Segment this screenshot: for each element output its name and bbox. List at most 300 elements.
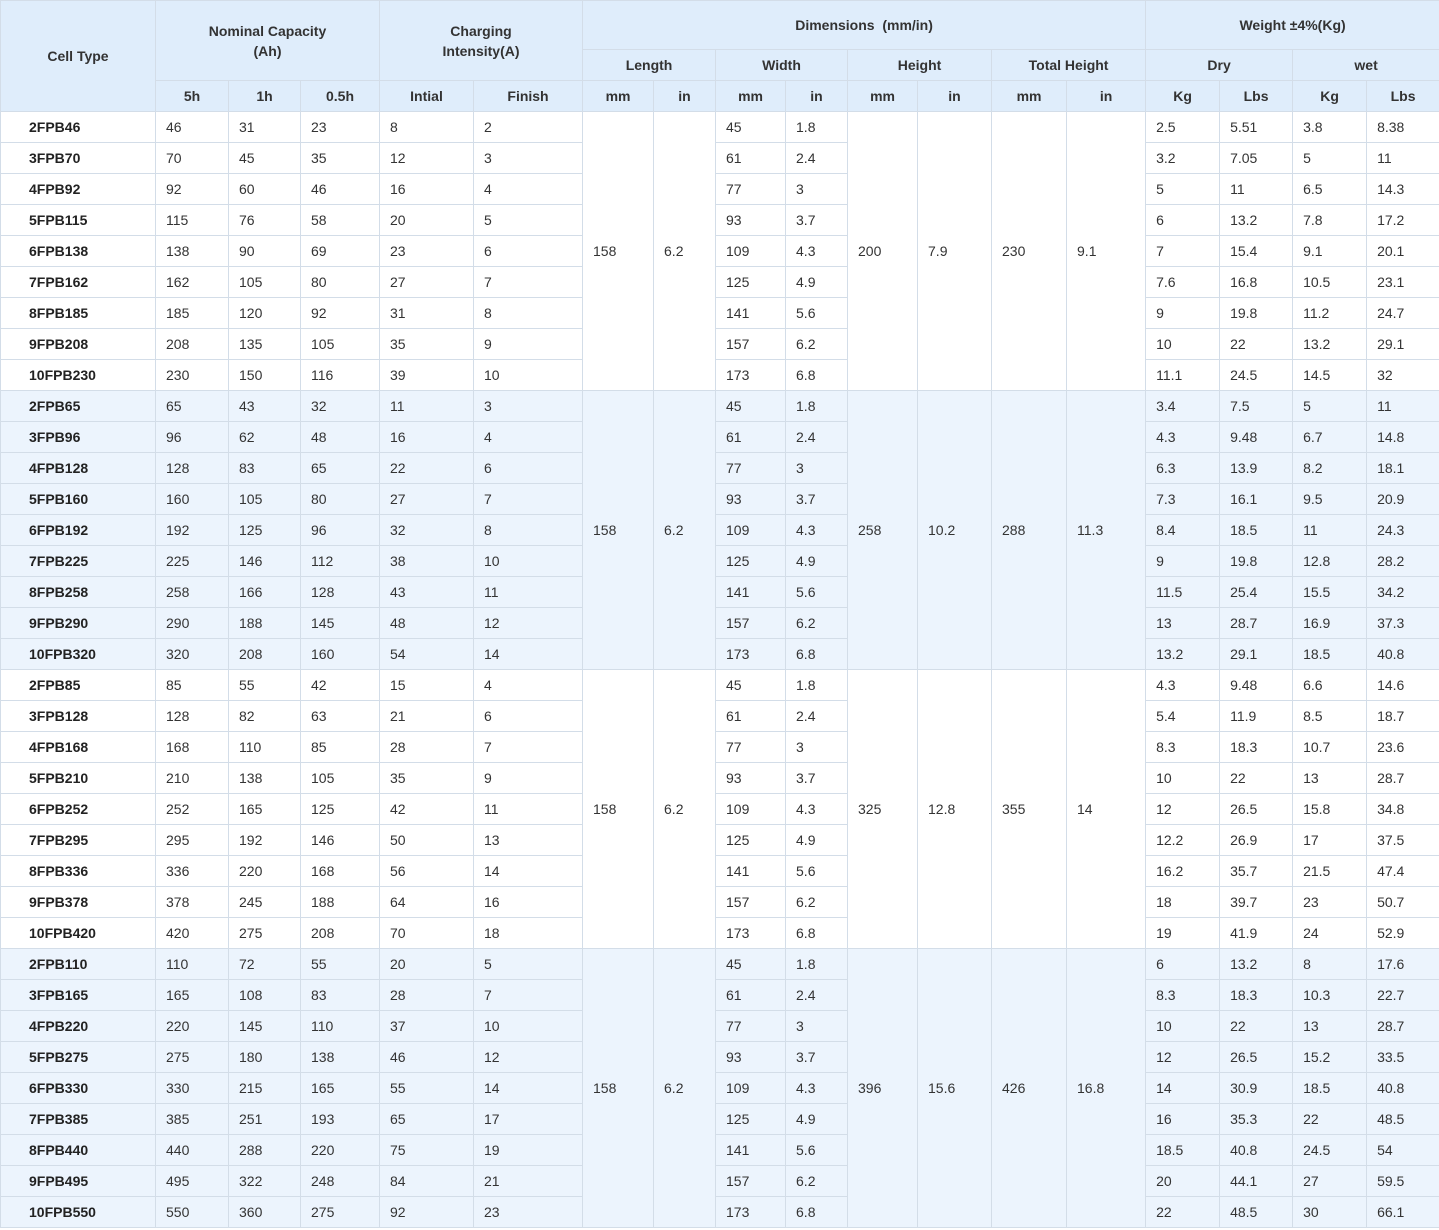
cell-cap-5h: 138	[156, 236, 229, 267]
cell-finish: 23	[474, 1197, 583, 1228]
cell-cap-1h: 105	[229, 484, 301, 515]
cell-cap-1h: 215	[229, 1073, 301, 1104]
table-row	[1, 391, 1439, 422]
cell-width-in: 4.3	[786, 236, 848, 267]
cell-length-mm: 158	[583, 391, 654, 670]
cell-dry-kg: 8.3	[1146, 732, 1220, 763]
cell-finish: 14	[474, 1073, 583, 1104]
cell-finish: 21	[474, 1166, 583, 1197]
cell-wet-kg: 13	[1293, 1011, 1367, 1042]
cell-width-in: 6.2	[786, 329, 848, 360]
cell-cap-05h: 69	[301, 236, 380, 267]
cell-dry-kg: 16	[1146, 1104, 1220, 1135]
cell-cap-5h: 252	[156, 794, 229, 825]
cell-cap-5h: 165	[156, 980, 229, 1011]
cell-cap-1h: 45	[229, 143, 301, 174]
cell-wet-kg: 9.1	[1293, 236, 1367, 267]
cell-type: 10FPB320	[1, 639, 156, 670]
cell-type: 9FPB208	[1, 329, 156, 360]
cell-type: 10FPB550	[1, 1197, 156, 1228]
cell-wet-kg: 5	[1293, 143, 1367, 174]
cell-cap-05h: 146	[301, 825, 380, 856]
cell-type: 4FPB92	[1, 174, 156, 205]
cell-dry-kg: 6.3	[1146, 453, 1220, 484]
cell-dry-lbs: 13.9	[1220, 453, 1293, 484]
table-row	[1, 918, 1439, 949]
cell-cap-05h: 145	[301, 608, 380, 639]
cell-dry-kg: 19	[1146, 918, 1220, 949]
cell-width-in: 3.7	[786, 763, 848, 794]
header-total-height-mm: mm	[992, 81, 1067, 112]
cell-finish: 5	[474, 205, 583, 236]
cell-type: 5FPB210	[1, 763, 156, 794]
cell-wet-lbs: 24.7	[1367, 298, 1439, 329]
cell-wet-kg: 16.9	[1293, 608, 1367, 639]
cell-initial: 54	[380, 639, 474, 670]
cell-finish: 7	[474, 732, 583, 763]
header-height-mm: mm	[848, 81, 918, 112]
cell-length-in: 6.2	[654, 949, 716, 1228]
table-row	[1, 949, 1439, 980]
cell-initial: 75	[380, 1135, 474, 1166]
cell-width-mm: 125	[716, 267, 786, 298]
cell-total-height-mm: 288	[992, 391, 1067, 670]
header-cell-type: Cell Type	[1, 1, 156, 112]
cell-total-height-mm: 426	[992, 949, 1067, 1228]
cell-wet-kg: 18.5	[1293, 1073, 1367, 1104]
cell-width-in: 6.8	[786, 1197, 848, 1228]
cell-dry-lbs: 26.5	[1220, 794, 1293, 825]
cell-dry-lbs: 24.5	[1220, 360, 1293, 391]
table-row	[1, 856, 1439, 887]
cell-cap-1h: 145	[229, 1011, 301, 1042]
cell-initial: 11	[380, 391, 474, 422]
cell-initial: 43	[380, 577, 474, 608]
cell-wet-kg: 30	[1293, 1197, 1367, 1228]
table-row	[1, 639, 1439, 670]
table-row	[1, 267, 1439, 298]
cell-dry-kg: 4.3	[1146, 670, 1220, 701]
cell-wet-kg: 21.5	[1293, 856, 1367, 887]
cell-width-in: 2.4	[786, 422, 848, 453]
table-row	[1, 794, 1439, 825]
cell-cap-1h: 146	[229, 546, 301, 577]
cell-dry-lbs: 48.5	[1220, 1197, 1293, 1228]
cell-wet-kg: 6.7	[1293, 422, 1367, 453]
cell-cap-5h: 92	[156, 174, 229, 205]
cell-width-in: 3.7	[786, 484, 848, 515]
cell-cap-5h: 440	[156, 1135, 229, 1166]
cell-cap-1h: 245	[229, 887, 301, 918]
cell-width-in: 4.9	[786, 267, 848, 298]
cell-total-height-in: 11.3	[1067, 391, 1146, 670]
cell-dry-lbs: 19.8	[1220, 298, 1293, 329]
cell-dry-kg: 10	[1146, 329, 1220, 360]
cell-finish: 5	[474, 949, 583, 980]
cell-cap-1h: 105	[229, 267, 301, 298]
cell-finish: 18	[474, 918, 583, 949]
cell-width-mm: 61	[716, 422, 786, 453]
header-5h: 5h	[156, 81, 229, 112]
cell-wet-lbs: 40.8	[1367, 639, 1439, 670]
cell-wet-kg: 8	[1293, 949, 1367, 980]
cell-cap-1h: 125	[229, 515, 301, 546]
cell-cap-1h: 76	[229, 205, 301, 236]
cell-wet-lbs: 37.3	[1367, 608, 1439, 639]
cell-cap-5h: 336	[156, 856, 229, 887]
cell-initial: 46	[380, 1042, 474, 1073]
cell-cap-05h: 35	[301, 143, 380, 174]
cell-dry-lbs: 11	[1220, 174, 1293, 205]
cell-cap-05h: 193	[301, 1104, 380, 1135]
header-width-mm: mm	[716, 81, 786, 112]
cell-cap-1h: 188	[229, 608, 301, 639]
cell-cap-05h: 85	[301, 732, 380, 763]
cell-width-in: 1.8	[786, 670, 848, 701]
cell-wet-lbs: 17.6	[1367, 949, 1439, 980]
cell-dry-kg: 7.6	[1146, 267, 1220, 298]
cell-width-mm: 173	[716, 639, 786, 670]
cell-width-mm: 93	[716, 205, 786, 236]
table-row	[1, 608, 1439, 639]
cell-cap-05h: 116	[301, 360, 380, 391]
table-row	[1, 236, 1439, 267]
cell-cap-5h: 230	[156, 360, 229, 391]
cell-wet-lbs: 17.2	[1367, 205, 1439, 236]
cell-initial: 16	[380, 174, 474, 205]
cell-cap-5h: 128	[156, 453, 229, 484]
cell-width-in: 6.8	[786, 918, 848, 949]
cell-width-in: 1.8	[786, 949, 848, 980]
cell-cap-1h: 43	[229, 391, 301, 422]
cell-width-mm: 125	[716, 825, 786, 856]
cell-type: 3FPB128	[1, 701, 156, 732]
cell-finish: 12	[474, 608, 583, 639]
cell-dry-kg: 9	[1146, 298, 1220, 329]
cell-dry-kg: 3.4	[1146, 391, 1220, 422]
cell-wet-lbs: 29.1	[1367, 329, 1439, 360]
cell-cap-5h: 385	[156, 1104, 229, 1135]
cell-finish: 10	[474, 360, 583, 391]
table-row	[1, 546, 1439, 577]
cell-dry-lbs: 26.5	[1220, 1042, 1293, 1073]
cell-cap-05h: 220	[301, 1135, 380, 1166]
cell-initial: 22	[380, 453, 474, 484]
cell-width-in: 1.8	[786, 112, 848, 143]
cell-height-in: 7.9	[918, 112, 992, 391]
cell-cap-1h: 208	[229, 639, 301, 670]
cell-width-in: 3.7	[786, 205, 848, 236]
cell-finish: 10	[474, 1011, 583, 1042]
cell-finish: 4	[474, 422, 583, 453]
cell-finish: 8	[474, 298, 583, 329]
cell-length-mm: 158	[583, 949, 654, 1228]
cell-finish: 10	[474, 546, 583, 577]
cell-wet-lbs: 14.8	[1367, 422, 1439, 453]
cell-initial: 20	[380, 949, 474, 980]
cell-wet-kg: 24.5	[1293, 1135, 1367, 1166]
cell-wet-lbs: 59.5	[1367, 1166, 1439, 1197]
cell-initial: 28	[380, 980, 474, 1011]
cell-wet-kg: 24	[1293, 918, 1367, 949]
cell-cap-1h: 110	[229, 732, 301, 763]
cell-dry-kg: 3.2	[1146, 143, 1220, 174]
cell-finish: 2	[474, 112, 583, 143]
cell-cap-1h: 275	[229, 918, 301, 949]
cell-cap-05h: 55	[301, 949, 380, 980]
cell-dry-kg: 11.5	[1146, 577, 1220, 608]
cell-cap-5h: 85	[156, 670, 229, 701]
cell-wet-lbs: 48.5	[1367, 1104, 1439, 1135]
cell-finish: 14	[474, 856, 583, 887]
cell-wet-kg: 10.5	[1293, 267, 1367, 298]
cell-height-in: 12.8	[918, 670, 992, 949]
cell-type: 5FPB160	[1, 484, 156, 515]
cell-cap-1h: 72	[229, 949, 301, 980]
table-row	[1, 143, 1439, 174]
cell-cap-1h: 360	[229, 1197, 301, 1228]
cell-finish: 13	[474, 825, 583, 856]
cell-dry-kg: 22	[1146, 1197, 1220, 1228]
cell-type: 8FPB440	[1, 1135, 156, 1166]
cell-initial: 64	[380, 887, 474, 918]
cell-dry-lbs: 22	[1220, 763, 1293, 794]
cell-finish: 11	[474, 577, 583, 608]
cell-initial: 38	[380, 546, 474, 577]
header-wet: wet	[1293, 50, 1439, 81]
cell-initial: 50	[380, 825, 474, 856]
cell-cap-5h: 160	[156, 484, 229, 515]
cell-initial: 42	[380, 794, 474, 825]
cell-dry-lbs: 35.7	[1220, 856, 1293, 887]
table-row	[1, 422, 1439, 453]
cell-initial: 21	[380, 701, 474, 732]
cell-cap-05h: 168	[301, 856, 380, 887]
cell-dry-kg: 9	[1146, 546, 1220, 577]
header-height-in: in	[918, 81, 992, 112]
cell-initial: 84	[380, 1166, 474, 1197]
cell-finish: 17	[474, 1104, 583, 1135]
cell-cap-5h: 162	[156, 267, 229, 298]
cell-cap-1h: 192	[229, 825, 301, 856]
cell-width-mm: 109	[716, 794, 786, 825]
cell-dry-kg: 12	[1146, 1042, 1220, 1073]
cell-dry-lbs: 11.9	[1220, 701, 1293, 732]
cell-cap-1h: 120	[229, 298, 301, 329]
cell-dry-kg: 16.2	[1146, 856, 1220, 887]
table-row	[1, 329, 1439, 360]
cell-dry-kg: 4.3	[1146, 422, 1220, 453]
cell-wet-kg: 27	[1293, 1166, 1367, 1197]
cell-wet-kg: 6.5	[1293, 174, 1367, 205]
cell-finish: 16	[474, 887, 583, 918]
table-row	[1, 825, 1439, 856]
cell-type: 3FPB96	[1, 422, 156, 453]
cell-total-height-in: 14	[1067, 670, 1146, 949]
cell-width-mm: 173	[716, 1197, 786, 1228]
cell-width-in: 6.2	[786, 887, 848, 918]
cell-finish: 9	[474, 329, 583, 360]
cell-wet-lbs: 34.2	[1367, 577, 1439, 608]
cell-length-in: 6.2	[654, 112, 716, 391]
cell-dry-kg: 20	[1146, 1166, 1220, 1197]
cell-initial: 70	[380, 918, 474, 949]
cell-dry-lbs: 13.2	[1220, 949, 1293, 980]
cell-cap-05h: 65	[301, 453, 380, 484]
cell-width-in: 5.6	[786, 856, 848, 887]
table-row	[1, 701, 1439, 732]
cell-wet-kg: 8.5	[1293, 701, 1367, 732]
cell-wet-lbs: 52.9	[1367, 918, 1439, 949]
header-width: Width	[716, 50, 848, 81]
cell-wet-lbs: 11	[1367, 391, 1439, 422]
cell-cap-5h: 258	[156, 577, 229, 608]
cell-dry-lbs: 40.8	[1220, 1135, 1293, 1166]
cell-width-in: 5.6	[786, 1135, 848, 1166]
cell-cap-1h: 108	[229, 980, 301, 1011]
cell-dry-kg: 5	[1146, 174, 1220, 205]
table-row	[1, 1011, 1439, 1042]
cell-initial: 39	[380, 360, 474, 391]
cell-dry-kg: 12	[1146, 794, 1220, 825]
cell-dry-lbs: 22	[1220, 329, 1293, 360]
cell-dry-lbs: 9.48	[1220, 670, 1293, 701]
cell-wet-lbs: 8.38	[1367, 112, 1439, 143]
cell-cap-5h: 220	[156, 1011, 229, 1042]
cell-finish: 7	[474, 267, 583, 298]
cell-wet-kg: 15.2	[1293, 1042, 1367, 1073]
cell-dry-kg: 6	[1146, 205, 1220, 236]
cell-wet-lbs: 11	[1367, 143, 1439, 174]
cell-cap-5h: 275	[156, 1042, 229, 1073]
cell-cap-1h: 62	[229, 422, 301, 453]
cell-cap-5h: 210	[156, 763, 229, 794]
cell-width-in: 5.6	[786, 298, 848, 329]
cell-length-mm: 158	[583, 670, 654, 949]
cell-cap-5h: 70	[156, 143, 229, 174]
cell-dry-kg: 7	[1146, 236, 1220, 267]
cell-cap-5h: 65	[156, 391, 229, 422]
cell-cap-5h: 225	[156, 546, 229, 577]
table-row	[1, 174, 1439, 205]
cell-initial: 32	[380, 515, 474, 546]
cell-dry-kg: 18.5	[1146, 1135, 1220, 1166]
cell-cap-05h: 112	[301, 546, 380, 577]
cell-type: 4FPB168	[1, 732, 156, 763]
table-row	[1, 1042, 1439, 1073]
cell-cap-5h: 420	[156, 918, 229, 949]
cell-finish: 7	[474, 980, 583, 1011]
cell-height-in: 10.2	[918, 391, 992, 670]
cell-width-mm: 45	[716, 112, 786, 143]
cell-cap-5h: 128	[156, 701, 229, 732]
cell-width-mm: 93	[716, 484, 786, 515]
cell-dry-lbs: 22	[1220, 1011, 1293, 1042]
cell-width-mm: 173	[716, 360, 786, 391]
cell-wet-lbs: 34.8	[1367, 794, 1439, 825]
cell-wet-kg: 22	[1293, 1104, 1367, 1135]
cell-cap-1h: 138	[229, 763, 301, 794]
cell-dry-lbs: 44.1	[1220, 1166, 1293, 1197]
cell-total-height-mm: 230	[992, 112, 1067, 391]
cell-cap-1h: 166	[229, 577, 301, 608]
cell-cap-05h: 80	[301, 484, 380, 515]
cell-type: 4FPB220	[1, 1011, 156, 1042]
cell-type: 7FPB385	[1, 1104, 156, 1135]
cell-cap-05h: 125	[301, 794, 380, 825]
cell-cap-05h: 165	[301, 1073, 380, 1104]
cell-cap-1h: 55	[229, 670, 301, 701]
cell-width-in: 2.4	[786, 980, 848, 1011]
cell-total-height-mm: 355	[992, 670, 1067, 949]
cell-cap-05h: 46	[301, 174, 380, 205]
table-row	[1, 360, 1439, 391]
cell-height-in: 15.6	[918, 949, 992, 1228]
cell-dry-kg: 5.4	[1146, 701, 1220, 732]
cell-type: 9FPB378	[1, 887, 156, 918]
cell-dry-lbs: 41.9	[1220, 918, 1293, 949]
cell-type: 7FPB295	[1, 825, 156, 856]
cell-wet-lbs: 22.7	[1367, 980, 1439, 1011]
cell-dry-lbs: 7.05	[1220, 143, 1293, 174]
cell-dry-lbs: 18.3	[1220, 732, 1293, 763]
cell-type: 2FPB110	[1, 949, 156, 980]
cell-finish: 4	[474, 174, 583, 205]
cell-type: 8FPB258	[1, 577, 156, 608]
table-header	[1, 1, 1439, 112]
cell-wet-kg: 9.5	[1293, 484, 1367, 515]
cell-cap-5h: 295	[156, 825, 229, 856]
table-row	[1, 670, 1439, 701]
cell-wet-lbs: 20.1	[1367, 236, 1439, 267]
cell-cap-05h: 105	[301, 329, 380, 360]
cell-width-in: 4.3	[786, 515, 848, 546]
cell-type: 10FPB420	[1, 918, 156, 949]
cell-dry-lbs: 9.48	[1220, 422, 1293, 453]
cell-width-in: 4.9	[786, 825, 848, 856]
cell-width-mm: 109	[716, 236, 786, 267]
cell-width-mm: 125	[716, 546, 786, 577]
cell-width-mm: 77	[716, 732, 786, 763]
cell-initial: 56	[380, 856, 474, 887]
table-row	[1, 484, 1439, 515]
cell-wet-kg: 13	[1293, 763, 1367, 794]
table-row	[1, 1197, 1439, 1228]
cell-width-mm: 45	[716, 391, 786, 422]
table-row	[1, 1135, 1439, 1166]
table-row	[1, 577, 1439, 608]
cell-width-mm: 157	[716, 887, 786, 918]
header-dimensions: Dimensions (mm/in)	[583, 1, 1146, 50]
cell-cap-05h: 23	[301, 112, 380, 143]
cell-wet-kg: 10.3	[1293, 980, 1367, 1011]
cell-wet-lbs: 32	[1367, 360, 1439, 391]
cell-wet-lbs: 23.1	[1367, 267, 1439, 298]
cell-wet-kg: 14.5	[1293, 360, 1367, 391]
cell-dry-lbs: 16.8	[1220, 267, 1293, 298]
cell-wet-kg: 11.2	[1293, 298, 1367, 329]
cell-type: 5FPB115	[1, 205, 156, 236]
cell-width-mm: 93	[716, 763, 786, 794]
cell-finish: 11	[474, 794, 583, 825]
cell-finish: 6	[474, 236, 583, 267]
cell-width-mm: 109	[716, 1073, 786, 1104]
cell-dry-lbs: 29.1	[1220, 639, 1293, 670]
cell-cap-1h: 165	[229, 794, 301, 825]
cell-dry-lbs: 16.1	[1220, 484, 1293, 515]
cell-initial: 55	[380, 1073, 474, 1104]
cell-height-mm: 325	[848, 670, 918, 949]
